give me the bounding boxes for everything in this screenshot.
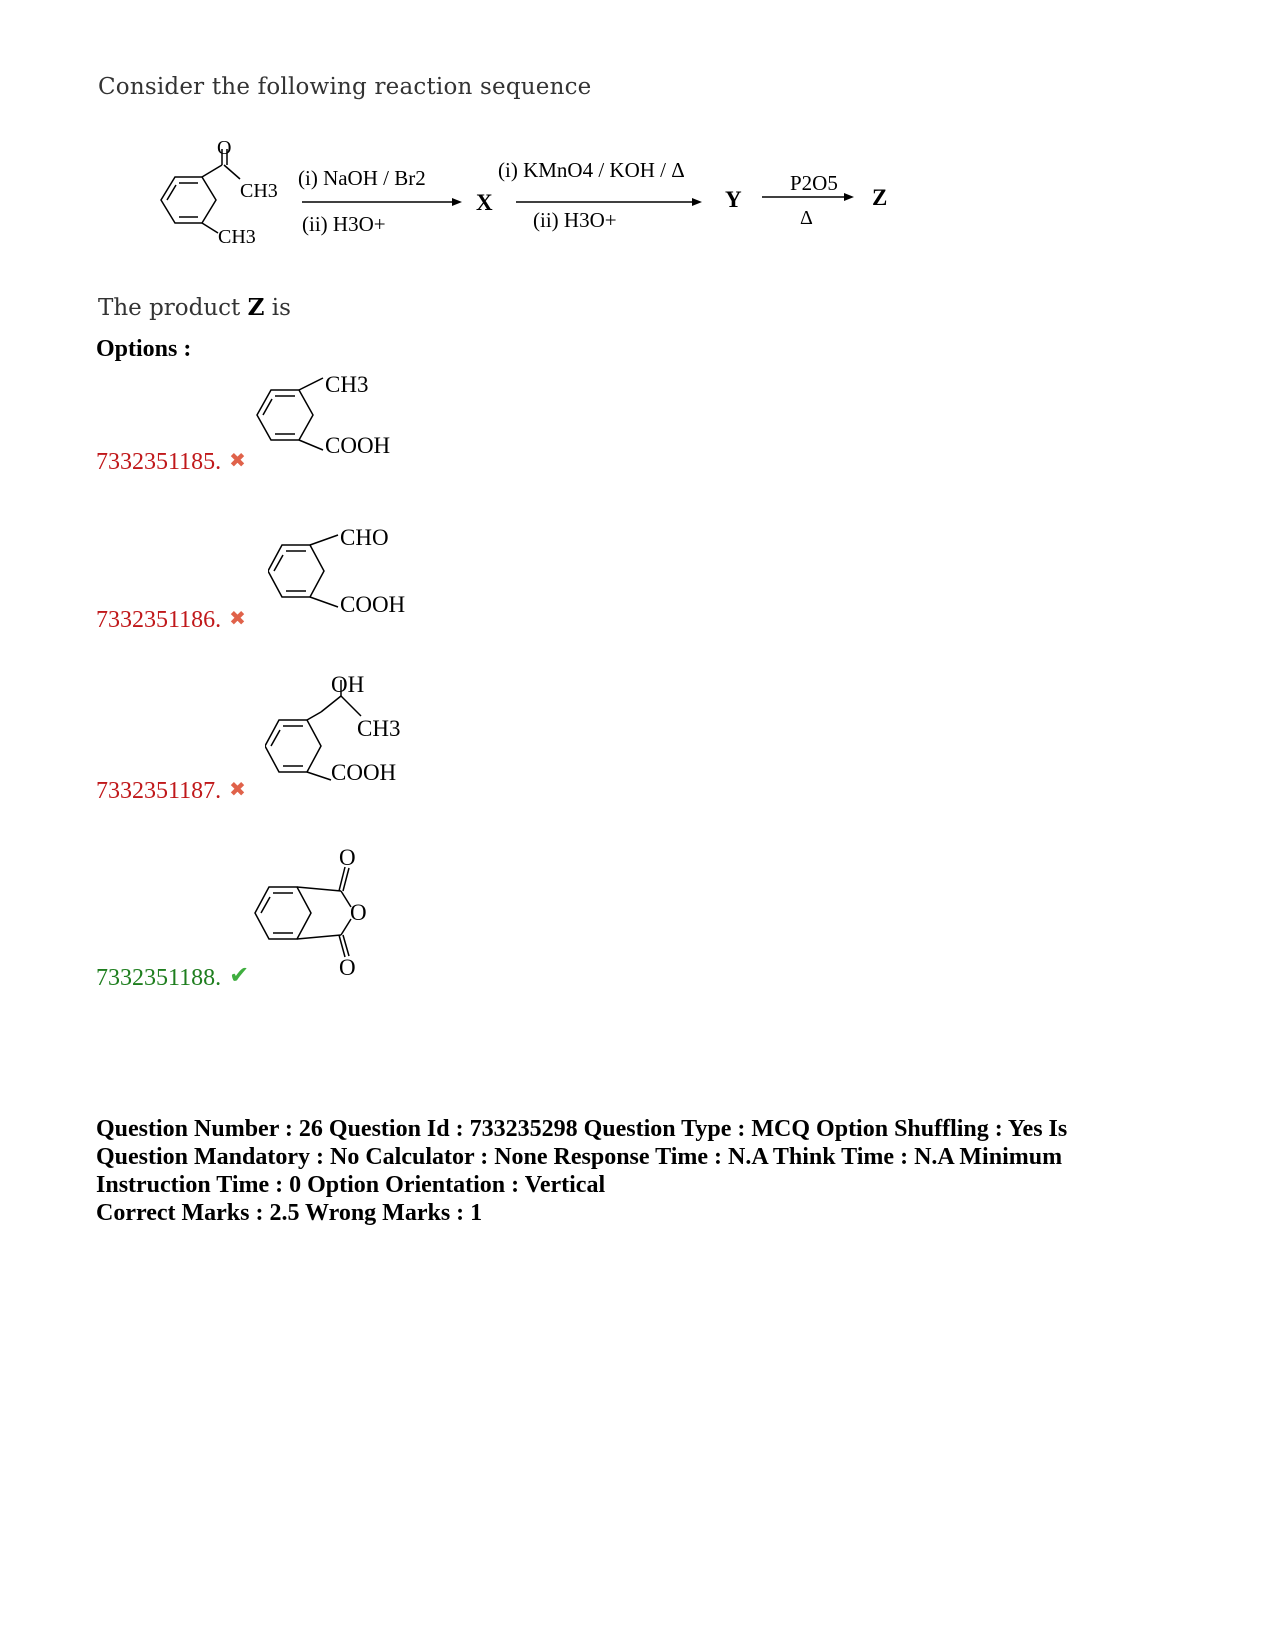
option-4-structure (253, 843, 403, 993)
option-3-id (96, 777, 246, 805)
option-2-structure (268, 523, 448, 633)
option-1-id (96, 448, 246, 476)
product-z: Z (872, 185, 888, 210)
step3-reagent-below: Δ (800, 207, 813, 229)
option-4-id-text: 7332351188. (96, 965, 222, 991)
option-4-top-oxygen: O (339, 845, 356, 870)
option-1-structure (255, 370, 435, 470)
product-suffix: is (271, 295, 291, 321)
option-3-top-label: OH (331, 672, 365, 697)
product-y: Y (725, 187, 742, 212)
step2-reagent-below: (ii) H3O+ (533, 208, 617, 232)
option-3-bottom-label: COOH (331, 760, 397, 785)
option-1-bottom-label: COOH (325, 433, 391, 458)
benzene-ring-start (161, 149, 240, 233)
cross-icon: ✖ (229, 779, 246, 801)
product-question (98, 294, 291, 321)
option-3-structure (265, 670, 445, 800)
cross-icon: ✖ (229, 450, 246, 472)
metadata-line-3: Instruction Time : 0 Option Orientation : Vertical (96, 1172, 606, 1198)
option-4-ring-oxygen: O (350, 900, 367, 925)
option-2-id (96, 606, 246, 634)
product-letter: Z (247, 294, 265, 321)
step1-reagent-below: (ii) H3O+ (302, 212, 386, 236)
cross-icon: ✖ (229, 608, 246, 630)
step3-reagent-above: P2O5 (790, 171, 838, 195)
option-1-id-text: 7332351185. (96, 449, 222, 475)
marks-info: Correct Marks : 2.5 Wrong Marks : 1 (96, 1200, 483, 1226)
option-2-id-text: 7332351186. (96, 607, 222, 633)
option-2-bottom-label: COOH (340, 592, 406, 617)
product-prefix: The product (98, 295, 241, 321)
start-methyl-bottom-label: CH3 (218, 226, 256, 248)
option-4-bottom-oxygen: O (339, 955, 356, 980)
option-2-top-label: CHO (340, 525, 389, 550)
metadata-line-2: Question Mandatory : No Calculator : None Response Time : N.A Think Time : N.A Minimum (96, 1144, 1063, 1170)
question-prompt: Consider the following reaction sequence (98, 74, 592, 100)
start-methyl-top-label: CH3 (240, 180, 278, 202)
option-1-top-label: CH3 (325, 372, 369, 397)
option-3-id-text: 7332351187. (96, 778, 222, 804)
reaction-scheme (140, 135, 940, 260)
option-3-side-label: CH3 (357, 716, 401, 741)
options-label: Options : (96, 336, 192, 362)
question-metadata (96, 1115, 1226, 1199)
metadata-line-1: Question Number : 26 Question Id : 733235298 Question Type : MCQ Option Shuffling : Yes Is (96, 1116, 1068, 1142)
check-icon: ✔ (229, 963, 250, 989)
option-4-id (96, 961, 249, 992)
step1-reagent-above: (i) NaOH / Br2 (298, 166, 426, 190)
step2-reagent-above: (i) KMnO4 / KOH / Δ (498, 158, 685, 182)
product-x: X (476, 190, 493, 215)
start-oxygen-label: O (217, 137, 232, 159)
